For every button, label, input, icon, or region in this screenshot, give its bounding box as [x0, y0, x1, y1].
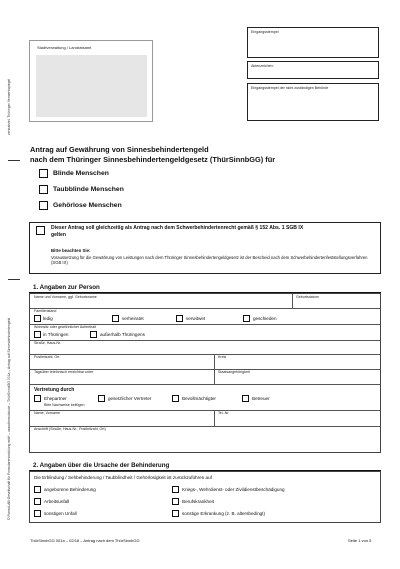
- row-divider-1: [30, 308, 380, 309]
- title-line-1: Antrag auf Gewährung von Sinnesbehindertengeld: [30, 145, 209, 154]
- name-label: Name und Vorname, ggf. Geburtsname: [34, 295, 97, 299]
- checkbox-cause-other-disease[interactable]: [172, 510, 179, 517]
- checkbox-cause-war-damage[interactable]: [172, 486, 179, 493]
- nationality-label: Staatsangehörigkeit: [218, 370, 250, 374]
- other-stamp-box[interactable]: [247, 83, 379, 121]
- label-gesetzlicher-vertreter: gesetzlicher Vertreter: [108, 396, 152, 401]
- authority-label: Stadtverwaltung / Landratsamt: [37, 45, 92, 50]
- label-geschieden: geschieden: [253, 316, 277, 321]
- other-stamp-label: Eingangsstempel der nicht zuständigen Behörde: [251, 86, 329, 90]
- option-label-blind: Blinde Menschen: [53, 170, 109, 177]
- phone-input[interactable]: [30, 374, 214, 383]
- notice-box: [29, 222, 381, 274]
- street-label: Straße, Haus-Nr.: [34, 341, 61, 345]
- notice-hint-title: Bitte beachten Sie:: [51, 248, 91, 253]
- label-in-thueringen: in Thüringen: [43, 332, 69, 337]
- representation-label: Vertretung durch: [34, 387, 75, 393]
- notice-hint-text: Voraussetzung für die Gewährung von Leistungen nach dem Thüringer Sinnesbehindertengeldgesetz ist der Bescheid nach dem Schwerbehindertenfeststellungsverfahren (SGB IX): [51, 255, 368, 266]
- rep-phone-label: Tel.-Nr.: [218, 411, 230, 415]
- label-verheiratet: verheiratet: [122, 316, 144, 321]
- margin-vertical-text-bottom: © FormuLAB Gesellschaft für Formularentwicklung mbH – www.formulab.de – ThürSinnbGG 001a – Antrag auf Sinnesbehindertengeld: [7, 317, 11, 520]
- label-betreuer: Betreuer: [252, 396, 270, 401]
- zip-input[interactable]: [30, 359, 214, 368]
- row-divider-3: [30, 340, 380, 341]
- checkbox-geschieden[interactable]: [243, 315, 250, 322]
- district-label: Kreis: [218, 355, 227, 359]
- row-divider-7: [30, 410, 380, 411]
- label-cause-other-accident: sonstigen Unfall: [44, 511, 77, 516]
- checkbox-cause-other-accident[interactable]: [34, 510, 41, 517]
- checkbox-blind[interactable]: [39, 169, 48, 178]
- marital-status-label: Familienstand: [34, 309, 57, 313]
- row-divider-4: [30, 354, 380, 355]
- file-number-box[interactable]: [247, 61, 379, 79]
- street-input[interactable]: [30, 345, 380, 353]
- label-cause-war-damage: Kriegs-, Wehrdienst- oder Zivildienstbeschädigung: [182, 487, 285, 492]
- checkbox-bevollmaechtigter[interactable]: [172, 395, 179, 402]
- fold-mark-middle: [8, 279, 20, 280]
- label-ledig: ledig: [43, 316, 53, 321]
- birthdate-label: Geburtsdatum: [296, 295, 319, 299]
- option-label-deafblind: Taubblinde Menschen: [53, 186, 124, 193]
- label-cause-other-disease: sonstige Erkrankung (z. B. altersbedingt): [182, 511, 265, 516]
- label-cause-congenital: angeborene Behinderung: [44, 487, 96, 492]
- phone-label: Tagsüber telefonisch erreichbar unter: [34, 370, 94, 374]
- footer-left: ThürSinnbGG 001a – 02/18 – Antrag nach dem ThürSinnbGG: [30, 538, 140, 543]
- checkbox-ledig[interactable]: [34, 315, 41, 322]
- label-ausserhalb-thueringens: außerhalb Thüringens: [100, 332, 145, 337]
- checkbox-deaf[interactable]: [39, 201, 48, 210]
- checkbox-cause-occupational-disease[interactable]: [172, 498, 179, 505]
- checkbox-cause-work-accident[interactable]: [34, 498, 41, 505]
- checkbox-ehepartner[interactable]: [34, 395, 41, 402]
- title-line-2: nach dem Thüringer Sinnesbehindertengeldgesetz (ThürSinnbGG) für: [30, 155, 276, 164]
- checkbox-sgb-ix[interactable]: [36, 226, 45, 235]
- rep-address-input[interactable]: [30, 431, 380, 452]
- nationality-input[interactable]: [215, 374, 380, 383]
- zip-label: Postleitzahl, Ort: [34, 355, 60, 359]
- margin-vertical-text-top: zentralstel. Thüringer Vermerkspiegel: [7, 78, 11, 135]
- rep-address-label: Anschrift (Straße, Haus-Nr., Postleitzahl, Ort): [34, 427, 106, 431]
- rep-phone-input[interactable]: [215, 415, 380, 425]
- fold-mark-top: [8, 160, 20, 161]
- checkbox-deafblind[interactable]: [39, 185, 48, 194]
- file-number-label: Aktenzeichen:: [251, 64, 274, 68]
- section-2-heading: 2. Angaben über die Ursache der Behinderung: [33, 462, 170, 469]
- checkbox-in-thueringen[interactable]: [34, 331, 41, 338]
- section-2-form: [29, 471, 381, 523]
- notice-text: Dieser Antrag soll gleichzeitig als Antrag nach dem Schwerbehindertenrecht gemäß § 152 Abs. 1 SGB IX gelten: [51, 225, 304, 239]
- district-input[interactable]: [215, 359, 380, 368]
- residence-label: Wohnsitz oder gewöhnlicher Aufenthalt: [34, 325, 97, 329]
- label-bevollmaechtigter: Bevollmächtigter: [182, 396, 216, 401]
- checkbox-verheiratet[interactable]: [112, 315, 119, 322]
- birthdate-input[interactable]: [293, 299, 381, 308]
- option-label-deaf: Gehörlose Menschen: [53, 202, 122, 209]
- checkbox-ausserhalb-thueringens[interactable]: [90, 331, 97, 338]
- label-ehepartner: Ehepartner: [44, 396, 67, 401]
- stamp-label: Eingangsstempel: [251, 30, 279, 34]
- section-1-heading: 1. Angaben zur Person: [33, 284, 100, 291]
- checkbox-verwitwet[interactable]: [176, 315, 183, 322]
- authority-box: [29, 40, 153, 122]
- checkbox-gesetzlicher-vertreter[interactable]: [98, 395, 105, 402]
- representation-note: Bitte Nachweise beifügen: [44, 403, 85, 407]
- cause-intro: Die Erblindung / Sehbehinderung / Taubblindheit / Gehörlosigkeit ist zurückzuführen auf: [34, 475, 212, 480]
- label-verwitwet: verwitwet: [186, 316, 206, 321]
- row-divider-6: [30, 384, 380, 385]
- label-cause-work-accident: Arbeitsunfall: [44, 499, 70, 504]
- section-1-form: [29, 293, 381, 453]
- authority-field[interactable]: [36, 55, 147, 117]
- rep-name-label: Name, Vorname: [34, 411, 60, 415]
- label-cause-occupational-disease: Berufskrankheit: [182, 499, 214, 504]
- checkbox-cause-congenital[interactable]: [34, 486, 41, 493]
- stamp-box[interactable]: [247, 27, 379, 58]
- name-input[interactable]: [30, 299, 292, 308]
- rep-name-input[interactable]: [30, 415, 214, 425]
- checkbox-betreuer[interactable]: [242, 395, 249, 402]
- footer-right: Seite 1 von 5: [348, 538, 372, 543]
